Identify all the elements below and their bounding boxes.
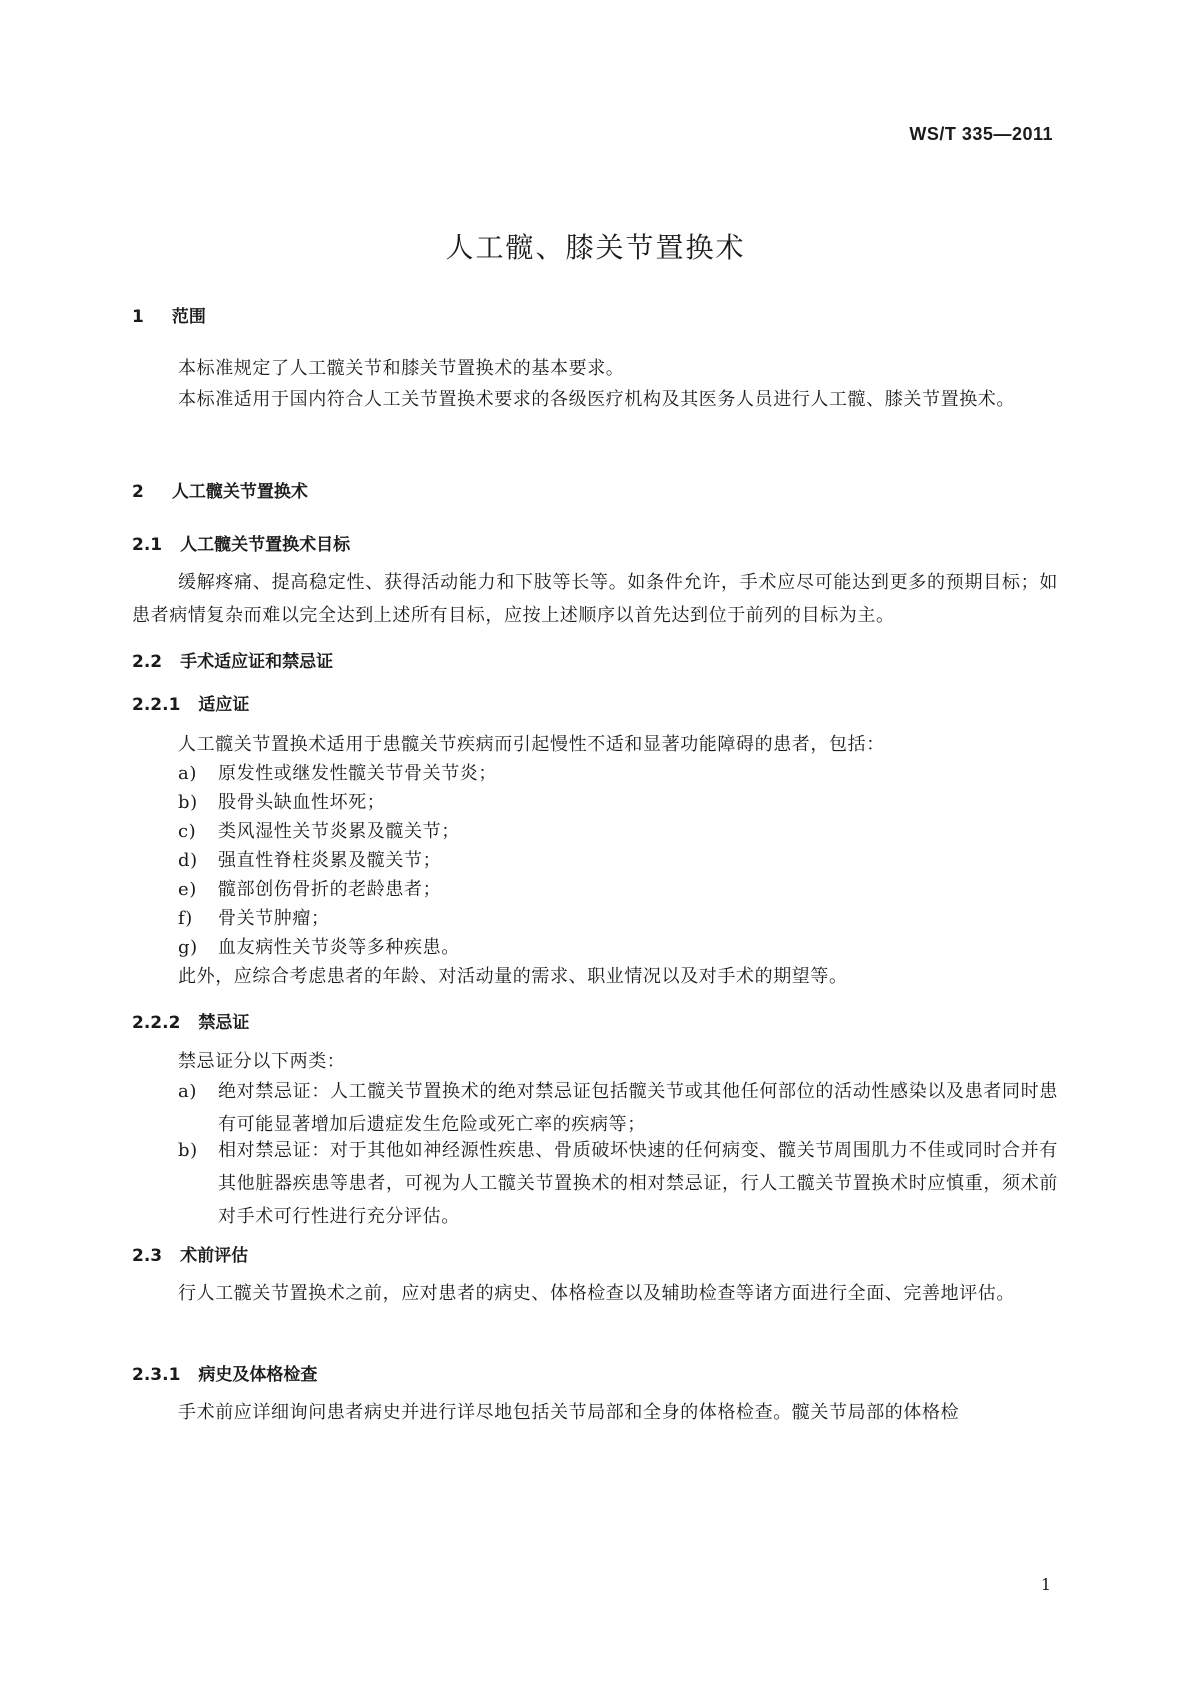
section-number: 2 <box>132 482 144 502</box>
section-number: 2.3 <box>132 1246 163 1266</box>
list-marker: a) <box>178 763 197 784</box>
list-item <box>178 1134 1058 1233</box>
section-number: 1 <box>132 307 144 327</box>
list-item-text: 绝对禁忌证：人工髋关节置换术的绝对禁忌证包括髋关节或其他任何部位的活动性感染以及患者同时患有可能显著增加后遗症发生危险或死亡率的疾病等； <box>218 1081 1058 1135</box>
list-item-text: 血友病性关节炎等多种疾患。 <box>218 937 460 958</box>
section-1-paragraph-2: 本标准适用于国内符合人工关节置换术要求的各级医疗机构及其医务人员进行人工髋、膝关节置换术。 <box>178 389 1015 410</box>
section-title: 禁忌证 <box>198 1013 250 1033</box>
section-2-heading <box>132 477 308 502</box>
section-2-2-heading <box>132 647 333 672</box>
section-number: 2.2.1 <box>132 695 181 715</box>
section-2-3-1-paragraph: 手术前应详细询问患者病史并进行详尽地包括关节局部和全身的体格检查。髋关节局部的体格检 <box>178 1402 960 1423</box>
list-marker: b) <box>178 792 198 813</box>
list-marker: c) <box>178 821 197 842</box>
section-2-3-1-heading <box>132 1360 317 1385</box>
document-title: 人工髋、膝关节置换术 <box>445 231 746 264</box>
section-2-1-paragraph: 缓解疼痛、提高稳定性、获得活动能力和下肢等长等。如条件允许，手术应尽可能达到更多的预期目标；如患者病情复杂而难以完全达到上述所有目标，应按上述顺序以首先达到位于前列的目标为主。 <box>132 572 1058 626</box>
indications-intro: 人工髋关节置换术适用于患髋关节疾病而引起慢性不适和显著功能障碍的患者，包括： <box>178 734 885 755</box>
list-item-text: 强直性脊柱炎累及髋关节； <box>218 850 442 871</box>
list-marker: f) <box>178 908 193 929</box>
section-number: 2.2.2 <box>132 1013 181 1033</box>
section-2-1-heading <box>132 530 350 555</box>
section-1-paragraph-1: 本标准规定了人工髋关节和膝关节置换术的基本要求。 <box>178 358 625 379</box>
list-item-text: 相对禁忌证：对于其他如神经源性疾患、骨质破坏快速的任何病变、髋关节周围肌力不佳或同时合并有其他脏器疾患等患者，可视为人工髋关节置换术的相对禁忌证，行人工髋关节置换术时应慎重，须术前对手术可行性进行充分评估。 <box>218 1140 1058 1227</box>
list-item-text: 类风湿性关节炎累及髋关节； <box>218 821 460 842</box>
list-marker: b) <box>178 1140 198 1161</box>
section-title: 人工髋关节置换术 <box>171 482 308 502</box>
section-2-3-heading <box>132 1241 248 1266</box>
list-item <box>178 1075 1058 1141</box>
section-1-heading <box>132 302 206 327</box>
section-number: 2.3.1 <box>132 1365 181 1385</box>
section-2-3-paragraph: 行人工髋关节置换术之前，应对患者的病史、体格检查以及辅助检查等诸方面进行全面、完善地评估。 <box>178 1283 1015 1304</box>
list-marker: d) <box>178 850 198 871</box>
list-item-text: 髋部创伤骨折的老龄患者； <box>218 879 442 900</box>
list-item-text: 骨关节肿瘤； <box>218 908 330 929</box>
section-title: 病史及体格检查 <box>198 1365 318 1385</box>
indications-outro: 此外，应综合考虑患者的年龄、对活动量的需求、职业情况以及对手术的期望等。 <box>178 966 848 987</box>
contraindications-intro: 禁忌证分以下两类： <box>178 1051 346 1072</box>
list-marker: e) <box>178 879 197 900</box>
list-item-text: 股骨头缺血性坏死； <box>218 792 386 813</box>
section-2-2-2-heading <box>132 1008 249 1033</box>
list-marker: g) <box>178 937 198 958</box>
section-number: 2.2 <box>132 652 163 672</box>
section-2-2-1-heading <box>132 690 249 715</box>
section-title: 术前评估 <box>180 1246 249 1266</box>
section-title: 适应证 <box>198 695 250 715</box>
section-title: 范围 <box>171 307 206 327</box>
standard-code: WS/T 335—2011 <box>909 124 1053 144</box>
list-item-text: 原发性或继发性髋关节骨关节炎； <box>218 763 497 784</box>
page-number: 1 <box>1040 1575 1051 1594</box>
section-title: 人工髋关节置换术目标 <box>180 535 351 555</box>
list-marker: a) <box>178 1081 197 1102</box>
section-title: 手术适应证和禁忌证 <box>180 652 334 672</box>
section-number: 2.1 <box>132 535 163 555</box>
